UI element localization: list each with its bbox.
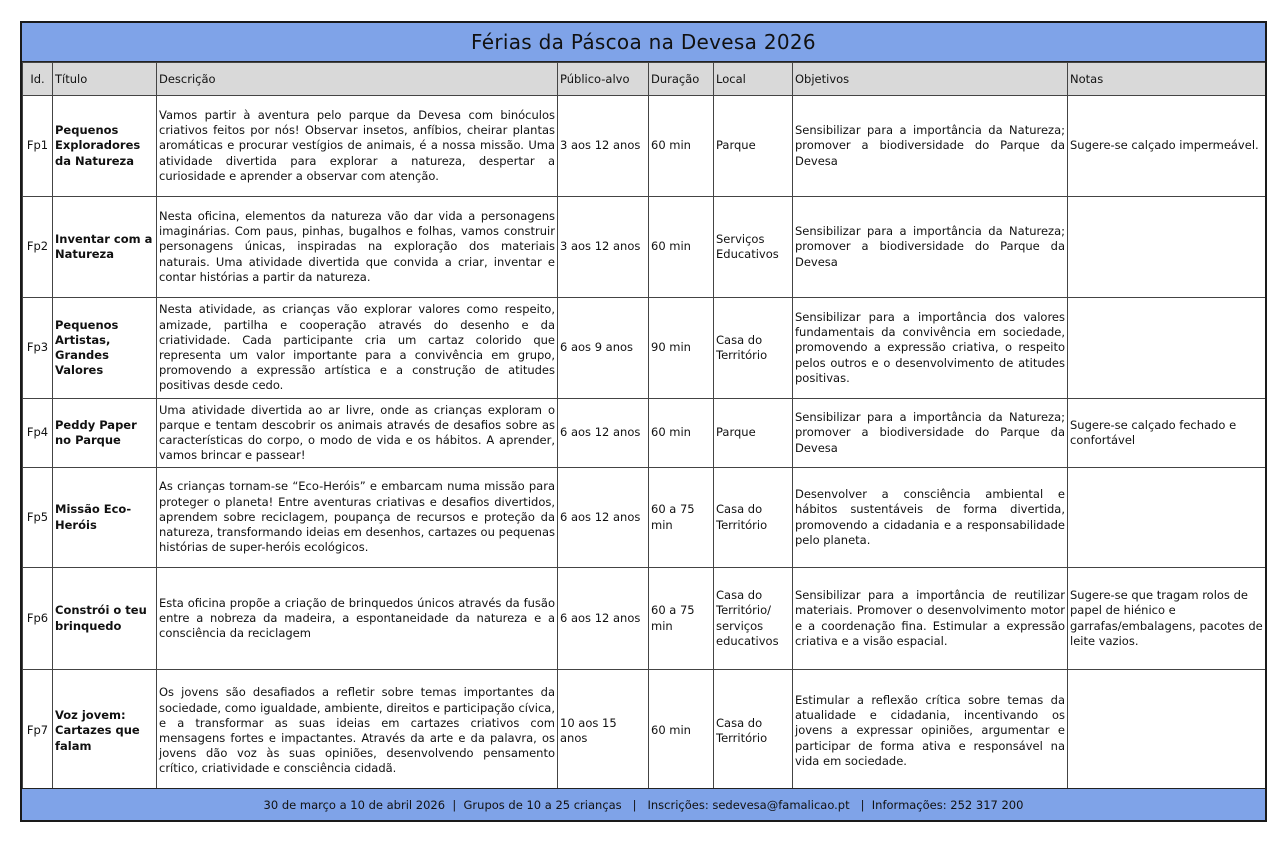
row-description: Uma atividade divertida ao ar livre, onde as crianças exploram o parque e tentam descobrir os animais através de desafios sobre as características do corpo, o modo de vida e os hábitos. A aprender, vamos brincar e passear! <box>157 399 558 468</box>
row-duration: 60 min <box>649 96 714 197</box>
row-id: Fp2 <box>23 197 53 298</box>
row-description: As crianças tornam-se “Eco-Heróis” e embarcam numa missão para proteger o planeta! Entre aventuras criativas e desafios divertidos, aprendem sobre reciclagem, poupança de recursos e proteção da natureza, transformando ideias em desenhos, cartazes ou pequenas histórias de super-heróis ecológicos. <box>157 468 558 568</box>
row-description: Esta oficina propõe a criação de brinquedos únicos através da fusão entre a nobreza da madeira, a espontaneidade da natureza e a consciência da reciclagem <box>157 568 558 670</box>
header-objectives: Objetivos <box>793 63 1068 96</box>
row-objectives: Sensibilizar para a importância da Natureza; promover a biodiversidade do Parque da Devesa <box>793 197 1068 298</box>
row-duration: 60 a 75 min <box>649 568 714 670</box>
row-id: Fp5 <box>23 468 53 568</box>
row-objectives: Sensibilizar para a importância de reutilizar materiais. Promover o desenvolvimento motor e a coordenação fina. Estimular a expressão criativa e a visão espacial. <box>793 568 1068 670</box>
row-location: Casa do Território <box>714 468 793 568</box>
row-location: Casa do Território <box>714 298 793 399</box>
row-notes <box>1068 298 1266 399</box>
row-location: Serviços Educativos <box>714 197 793 298</box>
row-duration: 60 min <box>649 670 714 793</box>
row-audience: 6 aos 12 anos <box>558 399 649 468</box>
table-header-row <box>23 63 1266 96</box>
row-id: Fp3 <box>23 298 53 399</box>
row-notes <box>1068 670 1266 793</box>
table-row <box>23 96 1266 197</box>
table-row <box>23 468 1266 568</box>
row-title: Missão Eco-Heróis <box>53 468 157 568</box>
table-row <box>23 197 1266 298</box>
row-audience: 6 aos 12 anos <box>558 468 649 568</box>
table-row <box>23 670 1266 793</box>
header-location: Local <box>714 63 793 96</box>
row-description: Nesta oficina, elementos da natureza vão dar vida a personagens imaginárias. Com paus, pinhas, bugalhos e folhas, vamos construir personagens únicas, inspiradas na exploração dos materiais naturais. Uma atividade divertida que convida a criar, inventar e contar histórias a partir da natureza. <box>157 197 558 298</box>
header-audience: Público-alvo <box>558 63 649 96</box>
row-objectives: Sensibilizar para a importância da Natureza; promover a biodiversidade do Parque da Devesa <box>793 399 1068 468</box>
row-audience: 3 aos 12 anos <box>558 197 649 298</box>
table-row <box>23 399 1266 468</box>
row-notes <box>1068 468 1266 568</box>
activities-table <box>22 62 1266 793</box>
row-duration: 60 min <box>649 197 714 298</box>
row-objectives: Sensibilizar para a importância dos valores fundamentais da convivência em sociedade, promovendo a expressão criativa, o respeito pelos outros e o desenvolvimento de atitudes positivas. <box>793 298 1068 399</box>
page-title: Férias da Páscoa na Devesa 2026 <box>471 30 816 54</box>
row-notes: Sugere-se calçado impermeável. <box>1068 96 1266 197</box>
row-description: Vamos partir à aventura pelo parque da Devesa com binóculos criativos feitos por nós! Observar insetos, anfíbios, cheirar plantas aromáticas e procurar vestígios de animais, é a nossa missão. Uma atividade divertida para explorar a natureza, despertar a curiosidade e aprender a observar com atenção. <box>157 96 558 197</box>
title-bar <box>22 23 1265 62</box>
header-duration: Duração <box>649 63 714 96</box>
row-id: Fp6 <box>23 568 53 670</box>
row-objectives: Desenvolver a consciência ambiental e hábitos sustentáveis de forma divertida, promovendo a cidadania e a responsabilidade pelo planeta. <box>793 468 1068 568</box>
row-duration: 60 a 75 min <box>649 468 714 568</box>
row-audience: 3 aos 12 anos <box>558 96 649 197</box>
row-id: Fp4 <box>23 399 53 468</box>
row-objectives: Sensibilizar para a importância da Natureza; promover a biodiversidade do Parque da Devesa <box>793 96 1068 197</box>
row-title: Peddy Paper no Parque <box>53 399 157 468</box>
header-id: Id. <box>23 63 53 96</box>
row-objectives: Estimular a reflexão crítica sobre temas da atualidade e cidadania, incentivando os jovens a expressar opiniões, argumentar e participar de forma ativa e responsável na vida em sociedade. <box>793 670 1068 793</box>
header-notes: Notas <box>1068 63 1266 96</box>
header-description: Descrição <box>157 63 558 96</box>
header-title: Título <box>53 63 157 96</box>
row-location: Parque <box>714 399 793 468</box>
row-notes <box>1068 197 1266 298</box>
row-location: Casa do Território/ serviços educativos <box>714 568 793 670</box>
row-description: Os jovens são desafiados a refletir sobre temas importantes da sociedade, como igualdade, ambiente, direitos e participação cívica, e a transformar as suas ideias em cartazes criativos com mensagens fortes e impactantes. Através da arte e da palavra, os jovens dão voz às suas opiniões, desenvolvendo pensamento crítico, criatividade e consciência cidadã. <box>157 670 558 793</box>
row-title: Voz jovem: Cartazes que falam <box>53 670 157 793</box>
activities-sheet <box>20 21 1267 822</box>
row-notes: Sugere-se que tragam rolos de papel de hiénico e garrafas/embalagens, pacotes de leite vazios. <box>1068 568 1266 670</box>
row-description: Nesta atividade, as crianças vão explorar valores como respeito, amizade, partilha e cooperação através do desenho e da criatividade. Cada participante cria um cartaz colorido que representa um valor importante para a convivência em grupo, promovendo a expressão artística e a construção de atitudes positivas desde cedo. <box>157 298 558 399</box>
row-location: Parque <box>714 96 793 197</box>
row-title: Pequenos Exploradores da Natureza <box>53 96 157 197</box>
row-title: Constrói o teu brinquedo <box>53 568 157 670</box>
row-audience: 6 aos 12 anos <box>558 568 649 670</box>
row-id: Fp1 <box>23 96 53 197</box>
row-audience: 6 aos 9 anos <box>558 298 649 399</box>
row-title: Inventar com a Natureza <box>53 197 157 298</box>
row-notes: Sugere-se calçado fechado e confortável <box>1068 399 1266 468</box>
row-id: Fp7 <box>23 670 53 793</box>
table-row <box>23 298 1266 399</box>
row-location: Casa do Território <box>714 670 793 793</box>
table-row <box>23 568 1266 670</box>
row-title: Pequenos Artistas, Grandes Valores <box>53 298 157 399</box>
row-duration: 60 min <box>649 399 714 468</box>
row-audience: 10 aos 15 anos <box>558 670 649 793</box>
footer-info-bar: 30 de março a 10 de abril 2026 | Grupos de 10 a 25 crianças | Inscrições: sedevesa@famalicao.pt | Informações: 252 317 200 <box>22 788 1265 820</box>
row-duration: 90 min <box>649 298 714 399</box>
